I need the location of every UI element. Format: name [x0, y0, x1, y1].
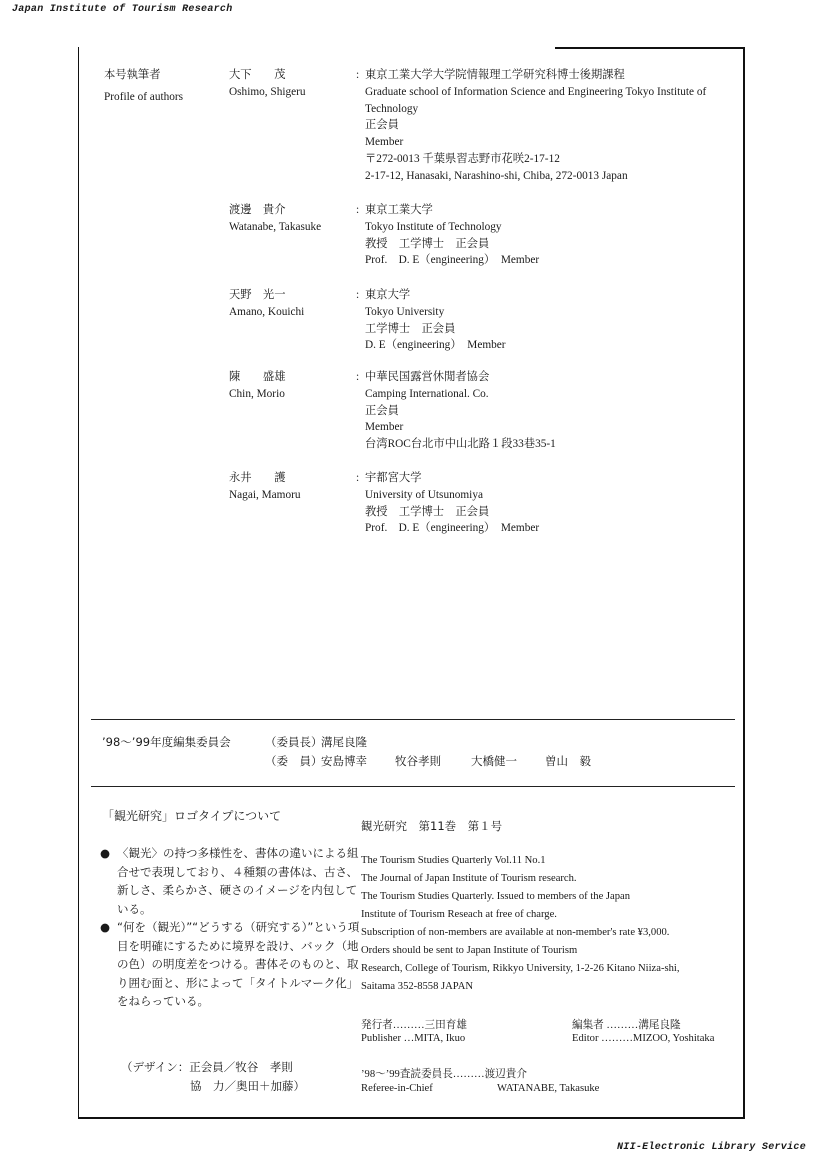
logo-section-title: 「観光研究」ロゴタイプについて — [102, 809, 282, 823]
author-affiliation-line: Graduate school of Information Science and Engineering Tokyo Institute of — [365, 85, 707, 98]
page-footer: NII-Electronic Library Service — [616, 1142, 806, 1153]
committee-chair: 溝尾良隆 — [321, 735, 367, 749]
author-affiliation-line: 宇都宮大学 — [365, 472, 422, 484]
author-affiliation-line: 東京大学 — [365, 289, 411, 301]
logo-description — [100, 844, 360, 1011]
section-divider — [91, 786, 735, 787]
journal-info-line: The Tourism Studies Quarterly Vol.11 No.1 — [361, 855, 546, 866]
journal-info-line: Orders should be sent to Japan Institute of Tourism — [361, 945, 578, 956]
committee-member: 安島博幸 — [321, 754, 367, 768]
author-name-en: Oshimo, Shigeru — [229, 86, 306, 98]
content-frame — [78, 47, 745, 1119]
author-affiliation-line: Member — [365, 421, 404, 434]
journal-heading: 観光研究 第11巻 第１号 — [361, 819, 503, 833]
journal-info-line: Research, College of Tourism, Rikkyo University, 1-2-26 Kitano Niiza-shi, — [361, 963, 680, 974]
author-affiliation-line: Camping International. Co. — [365, 387, 489, 400]
author-affiliation-line: 工学博士 正会員 — [365, 322, 456, 335]
committee-members-label: （委 員） — [265, 754, 323, 768]
committee-title: ’98～’99年度編集委員会 — [102, 735, 231, 749]
author-affiliation-line: Tokyo University — [365, 305, 445, 318]
author-affiliation-line: 教授 工学博士 正会員 — [365, 237, 490, 250]
committee-member: 大橋健一 — [471, 754, 517, 768]
author-affiliation-line: 中華民国露営休閒者協会 — [365, 371, 490, 383]
separator-colon: : — [356, 204, 360, 216]
page-header: Japan Institute of Tourism Research — [12, 4, 233, 15]
separator-colon: : — [356, 69, 360, 81]
referee-ja: ’98～’99査読委員長………渡辺貴介 — [361, 1069, 527, 1080]
journal-info-line: Saitama 352-8558 JAPAN — [361, 981, 474, 992]
separator-colon: : — [356, 472, 360, 484]
bullet-icon: ● — [100, 846, 111, 860]
editor-en: Editor ………MIZOO, Yoshitaka — [572, 1033, 715, 1044]
separator-colon: : — [356, 371, 360, 383]
author-name-ja: 陳 盛雄 — [229, 371, 286, 383]
referee-en-label: Referee-in-Chief — [361, 1083, 433, 1094]
author-affiliation-line: Technology — [365, 102, 419, 115]
author-affiliation-line: 東京工業大学大学院情報理工学研究科博士後期課程 — [365, 69, 625, 81]
author-affiliation-line: 台湾ROC台北市中山北路１段33巷35-1 — [365, 438, 556, 451]
author-affiliation-line: 〒272-0013 千葉県習志野市花咲2-17-12 — [365, 153, 560, 165]
author-name-ja: 永井 護 — [229, 472, 286, 484]
profile-label-en: Profile of authors — [104, 91, 184, 103]
author-affiliation-line: University of Utsunomiya — [365, 488, 483, 501]
author-name-en: Chin, Morio — [229, 388, 285, 400]
author-name-ja: 大下 茂 — [229, 69, 286, 81]
logo-point: ● “何を（観光）”“どうする（研究する）”という項目を明確にするために境界を設け、バック（地の色）の明度差をつける。書体そのものと、取り囲む面と、形によって「タイトルマーク化」をねらっている。 — [100, 920, 360, 1008]
logo-design-credit: （デザイン：正会員／牧谷 孝則 — [121, 1060, 293, 1074]
author-affiliation-line: 教授 工学博士 正会員 — [365, 505, 490, 518]
committee-chair-label: （委員長） — [265, 735, 323, 749]
author-affiliation-line: Prof. D. E（engineering） Member — [365, 522, 540, 535]
author-name-en: Watanabe, Takasuke — [229, 221, 322, 233]
author-affiliation-line: Member — [365, 136, 404, 149]
author-affiliation-line: 正会員 — [365, 119, 399, 132]
logo-point: ● 〈観光〉の持つ多様性を、書体の違いによる組合せで表現しており、４種類の書体は、古さ、新しさ、柔らかさ、硬さのイメージを内包している。 — [100, 846, 359, 916]
author-affiliation-line: 正会員 — [365, 404, 399, 417]
committee-member: 曽山 毅 — [545, 754, 591, 768]
publisher-en: Publisher …MITA, Ikuo — [361, 1033, 466, 1044]
author-affiliation-line: 2-17-12, Hanasaki, Narashino-shi, Chiba, 272-0013 Japan — [365, 169, 628, 182]
journal-info-line: Institute of Tourism Reseach at free of charge. — [361, 909, 557, 920]
author-name-en: Amano, Kouichi — [229, 306, 305, 318]
editor-ja: 編集者 ………溝尾良隆 — [572, 1020, 681, 1031]
publisher-ja: 発行者………三田育雄 — [361, 1020, 467, 1031]
profile-label-ja: 本号執筆者 — [104, 69, 161, 81]
separator-colon: : — [356, 289, 360, 301]
author-affiliation-line: D. E（engineering） Member — [365, 339, 506, 352]
bullet-icon: ● — [100, 920, 111, 934]
referee-en-name: WATANABE, Takasuke — [497, 1083, 600, 1094]
journal-info-line: The Tourism Studies Quarterly. Issued to members of the Japan — [361, 891, 631, 902]
logo-cooperation-credit: 協 力／奥田＋加藤） — [190, 1079, 305, 1093]
author-affiliation-line: Prof. D. E（engineering） Member — [365, 254, 540, 267]
section-divider — [91, 719, 735, 720]
journal-info-line: The Journal of Japan Institute of Tourism research. — [361, 873, 577, 884]
journal-info — [361, 852, 679, 996]
author-name-en: Nagai, Mamoru — [229, 489, 301, 501]
journal-info-line: Subscription of non-members are available at non-member's rate ¥3,000. — [361, 927, 670, 938]
committee-member: 牧谷孝則 — [395, 754, 441, 768]
author-name-ja: 天野 光一 — [229, 289, 286, 301]
author-affiliation-line: Tokyo Institute of Technology — [365, 220, 502, 233]
author-name-ja: 渡邊 貴介 — [229, 204, 286, 216]
author-affiliation-line: 東京工業大学 — [365, 204, 433, 216]
